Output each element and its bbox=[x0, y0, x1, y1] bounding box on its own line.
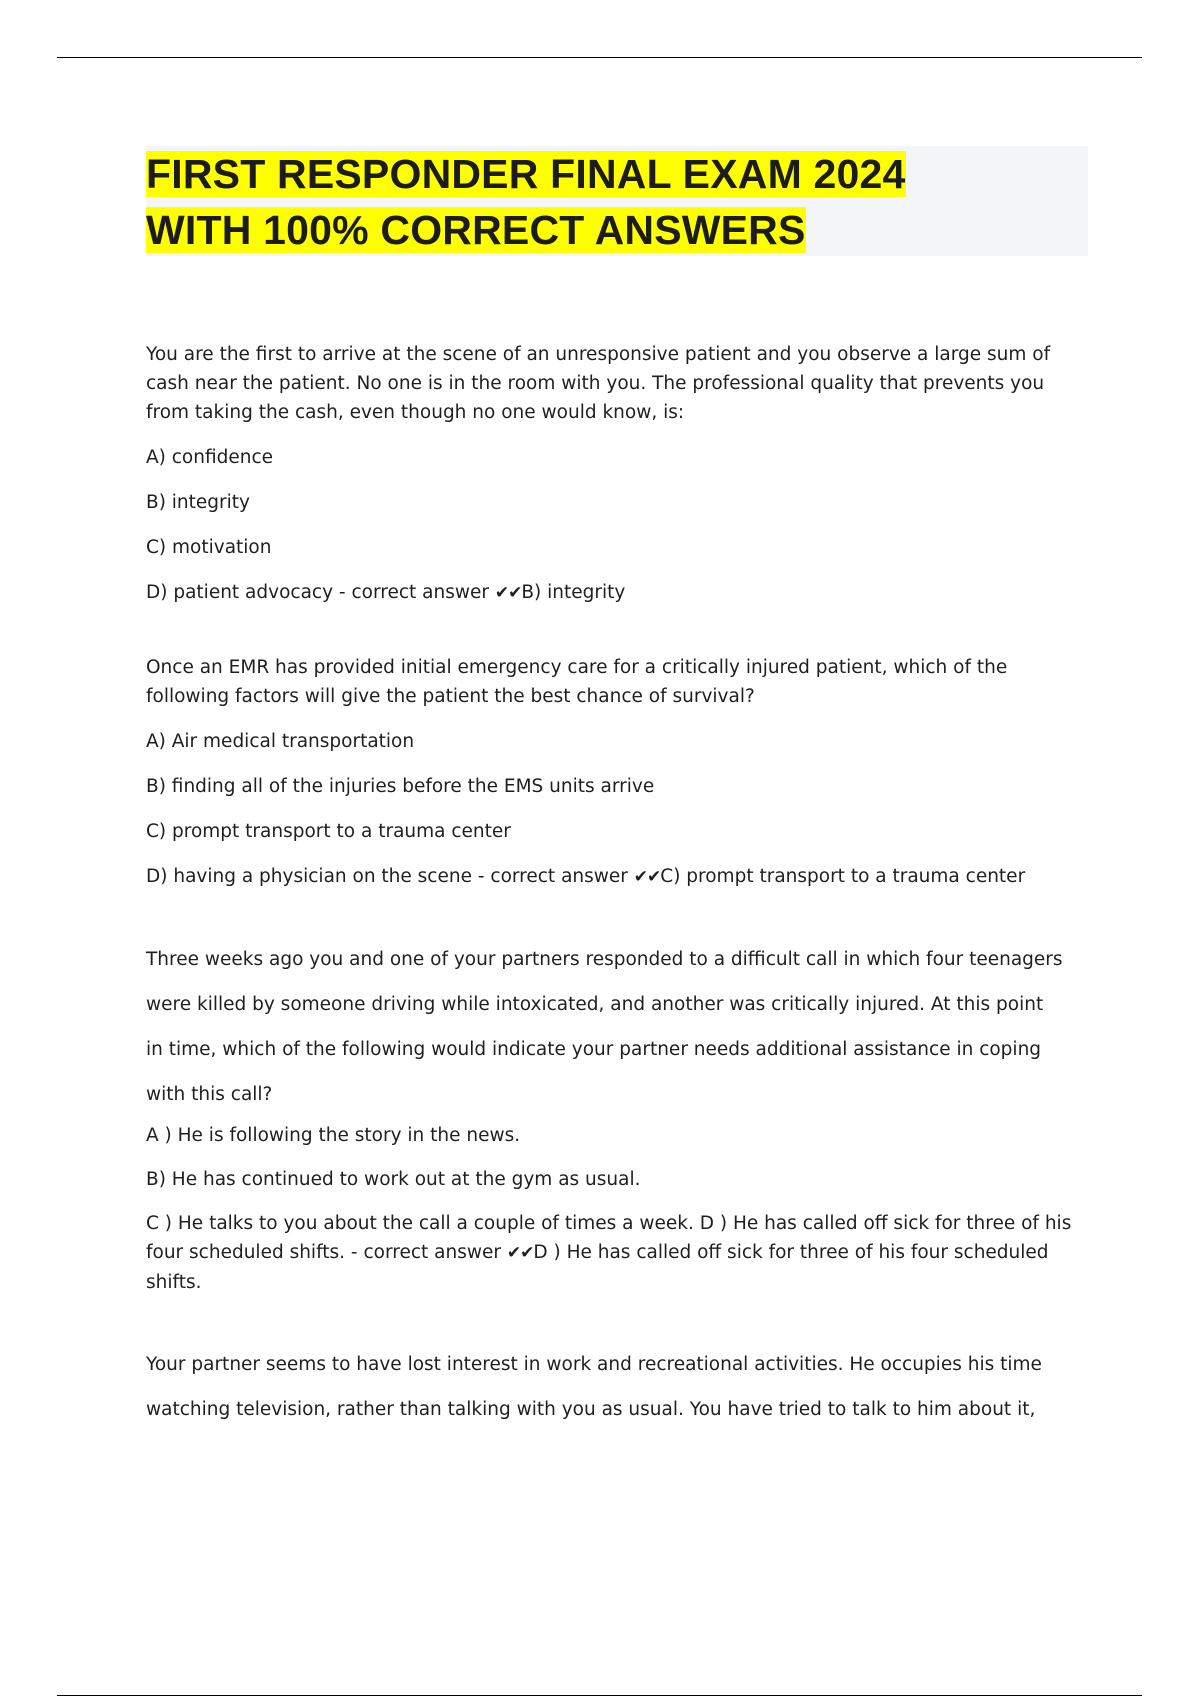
title-line-1: FIRST RESPONDER FINAL EXAM 2024 bbox=[146, 151, 906, 197]
option-cd-with-answer bbox=[146, 1209, 1086, 1297]
option-c: C) prompt transport to a trauma center bbox=[146, 821, 511, 842]
question-stem-line: Your partner seems to have lost interest in work and recreational activities. He occupies his time bbox=[146, 1354, 1042, 1375]
option-a: A) Air medical transportation bbox=[146, 731, 415, 752]
option-a: A) confidence bbox=[146, 447, 274, 468]
question-stem: Once an EMR has provided initial emergency care for a critically injured patient, which of the following factors will give the patient the best chance of survival? bbox=[146, 657, 1008, 707]
option-a: A ) He is following the story in the news. bbox=[146, 1125, 521, 1146]
check-mark-icon: ✔✔ bbox=[506, 1243, 534, 1263]
option-b: B) He has continued to work out at the gym as usual. bbox=[146, 1169, 641, 1190]
question-stem-line: with this call? bbox=[146, 1084, 273, 1105]
question-stem-line: Three weeks ago you and one of your partners responded to a difficult call in which four teenagers bbox=[146, 949, 1063, 970]
question-3 bbox=[146, 937, 1086, 1297]
question-1 bbox=[146, 340, 1086, 608]
option-b: B) finding all of the injuries before the EMS units arrive bbox=[146, 776, 655, 797]
option-d: D) having a physician on the scene - correct answer bbox=[146, 866, 634, 887]
correct-answer: C) prompt transport to a trauma center bbox=[660, 866, 1026, 887]
title-block bbox=[146, 146, 1088, 256]
page-title bbox=[146, 146, 1088, 258]
bottom-rule bbox=[57, 1695, 1142, 1696]
check-mark-icon: ✔✔ bbox=[633, 867, 661, 887]
question-stem-line: were killed by someone driving while intoxicated, and another was critically injured. At this point bbox=[146, 994, 1044, 1015]
top-rule bbox=[57, 57, 1142, 58]
question-stem: You are the first to arrive at the scene of an unresponsive patient and you observe a large sum of cash near the patient. No one is in the room with you. The professional quality that prevents you from taking the cash, even though no one would know, is: bbox=[146, 344, 1051, 423]
question-stem-line: in time, which of the following would indicate your partner needs additional assistance in coping bbox=[146, 1039, 1042, 1060]
option-c: C) motivation bbox=[146, 537, 272, 558]
option-cd: C ) He talks to you about the call a couple of times a week. D ) He has called off sick for three of his four scheduled shifts. - correct answer bbox=[146, 1213, 1072, 1263]
correct-answer: D ) He has called off sick for three of his four scheduled shifts. bbox=[146, 1242, 1049, 1293]
question-4 bbox=[146, 1342, 1086, 1432]
check-mark-icon: ✔✔ bbox=[494, 583, 522, 603]
option-d-with-answer bbox=[146, 862, 1086, 892]
correct-answer: B) integrity bbox=[521, 582, 626, 603]
title-line-2: WITH 100% CORRECT ANSWERS bbox=[146, 207, 806, 253]
option-d-with-answer bbox=[146, 578, 1086, 608]
question-stem-line: watching television, rather than talking with you as usual. You have tried to talk to him about it, bbox=[146, 1399, 1036, 1420]
option-b: B) integrity bbox=[146, 492, 250, 513]
question-2 bbox=[146, 653, 1086, 892]
option-d: D) patient advocacy - correct answer bbox=[146, 582, 495, 603]
document-body bbox=[146, 340, 1086, 1477]
